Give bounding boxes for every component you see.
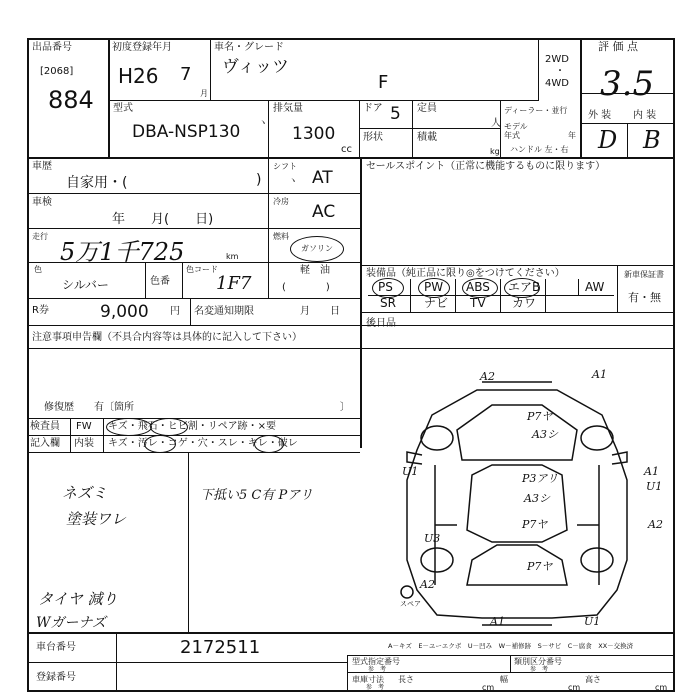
inspector-label: 検査員 (30, 421, 60, 432)
equip-abs-circle (462, 278, 498, 298)
garage-size-label: 車庫寸法 (352, 675, 384, 684)
registration-month-unit: 月 (200, 89, 208, 98)
inspector-note-left-1: ネズミ (62, 484, 108, 502)
mark-rear-a1: A1 (490, 615, 505, 628)
displacement-unit: cc (341, 144, 352, 155)
mark-right-a1: A1 (644, 465, 659, 478)
equip-abs: ABS (466, 280, 490, 294)
mark-roof-p3: P3アリ (522, 472, 558, 485)
spare-label: スペア (400, 600, 421, 608)
capacity-unit: 人 (491, 118, 501, 129)
frame-left (27, 38, 29, 690)
mark-roof-p: P7ヤ (522, 518, 548, 531)
door-label: ドア (363, 103, 383, 114)
equip-airbag: エアB (508, 280, 541, 294)
category-ref: 参 考 (530, 666, 549, 673)
drive-2wd: 2WD (545, 54, 569, 65)
mark-hood-a3: A3シ (532, 428, 558, 441)
mark-left-u3: U3 (424, 532, 441, 545)
new-warranty-label: 新車保証書 (624, 270, 664, 279)
history-value: 自家用・( (66, 175, 128, 191)
mark-left-u1: U1 (402, 465, 419, 478)
model-code-mark: ヽ (258, 118, 268, 129)
equip-navi: ナビ (424, 296, 449, 310)
inspector-stone-circle (150, 418, 188, 436)
first-registration-label: 初度登録年月 (112, 42, 172, 53)
car-damage-diagram (362, 360, 672, 630)
car-grade: F (378, 72, 389, 93)
entry-label: 記入欄 (30, 438, 60, 449)
year-label: 年式 (504, 131, 520, 140)
mark-rear-left-a2: A2 (420, 578, 435, 591)
equipment-label: 装備品（純正品に限り◎をつけてください） (366, 268, 565, 279)
load-label: 積載 (417, 132, 437, 143)
height-label: 高さ (585, 675, 601, 684)
drive-separator: ・ (555, 66, 565, 77)
recycle-label: R券 (32, 305, 49, 316)
body-shape-label: 形状 (363, 132, 383, 143)
sales-point-label: セールスポイント（正常に機能するものに限ります） (366, 161, 606, 172)
entry-wear-circle (254, 435, 284, 453)
recycle-amount: 9,000 (100, 302, 149, 322)
mark-front-a1: A1 (592, 368, 607, 381)
width-label: 幅 (500, 675, 508, 684)
entry-stain-circle (144, 435, 176, 453)
car-name: ヴィッツ (222, 57, 289, 77)
model-cert-label: 型式指定番号 (352, 657, 400, 666)
recycle-unit: 円 (170, 306, 180, 317)
entry-interior: 内装 (74, 438, 94, 449)
inspection-label: 車検 (32, 197, 52, 208)
new-warranty-value: 有・無 (628, 291, 661, 304)
handle-label: ハンドル 左・右 (510, 145, 569, 154)
fuel-diesel: 軽 油 (300, 265, 330, 276)
repair-history-close: 〕 (340, 402, 350, 413)
aftermarket-label: 後日品 (366, 318, 396, 329)
height-unit: cm (655, 683, 668, 692)
model-cert-ref: 参 考 (368, 666, 387, 673)
inspector-note-right: 下抵い5 C有 Pアリ (200, 488, 313, 503)
frame-right (673, 38, 675, 690)
displacement: 1300 (292, 124, 336, 144)
inspection-value: 年 月( 日) (112, 212, 214, 227)
inspector-note-left-4: Wガーナズ (36, 615, 106, 631)
score-value: 3.5 (600, 64, 655, 104)
mileage-value: 5万1千725 (60, 238, 185, 266)
load-unit: kg (490, 147, 500, 156)
lot-number: 884 (48, 86, 94, 114)
inspector-note-left-2: 塗装ワレ (66, 510, 127, 528)
displacement-label: 排気量 (273, 103, 303, 114)
equip-tv: TV (470, 296, 486, 310)
equip-pw-circle (418, 278, 450, 298)
fuel-other: ( ) (282, 282, 330, 293)
length-unit: cm (482, 683, 495, 692)
history-close: ) (256, 172, 262, 188)
drive-4wd: 4WD (545, 78, 569, 89)
car-name-label: 車名・グレード (214, 42, 284, 53)
ac-value: AC (312, 202, 336, 222)
model-code-label: 型式 (113, 103, 133, 114)
category-label: 類別区分番号 (514, 657, 562, 666)
capacity-label: 定員 (417, 103, 437, 114)
mark-roof-a3: A3シ (524, 492, 550, 505)
chassis-number: 2172511 (180, 637, 261, 658)
history-label: 車歴 (32, 161, 52, 172)
fuel-gasoline: ガソリン (301, 244, 333, 253)
mark-right-a2: A2 (648, 518, 663, 531)
name-change-label: 名変通知期限 (194, 306, 254, 317)
color-code: 1F7 (216, 273, 252, 294)
equip-leather: カワ (512, 296, 537, 310)
mileage-unit: km (226, 252, 239, 261)
equip-pw: PW (424, 280, 444, 294)
color-label: 色 (34, 265, 42, 274)
mileage-label: 走行 (32, 232, 48, 241)
entry-items: キズ・汚レ・コゲ・穴・スレ・キレ・破レ (108, 438, 298, 449)
model-code: DBA-NSP130 (132, 122, 241, 142)
lot-sub-number: [2068] (40, 66, 74, 77)
equip-aw: AW (585, 280, 605, 294)
mark-hood-p: P7ヤ (527, 410, 553, 423)
registration-era: H26 (118, 64, 159, 88)
dealer-label: ディーラー・並行 (504, 106, 568, 115)
mark-front-a2: A2 (480, 370, 495, 383)
repair-history: 修復歴 有〔箇所 (44, 402, 134, 413)
chassis-number-label: 車台番号 (36, 642, 76, 653)
mark-rear-u1: U1 (584, 615, 601, 628)
exterior-label: 外 装 (588, 110, 612, 121)
name-change-value: 月 日 (300, 306, 340, 317)
registration-month: 7 (180, 64, 192, 85)
width-unit: cm (568, 683, 581, 692)
interior-grade: B (643, 126, 661, 154)
shift-mark: ヽ (288, 176, 298, 187)
model-year-label: モデル (504, 122, 528, 131)
lot-number-label: 出品番号 (32, 42, 72, 53)
fuel-gasoline-circle (290, 236, 344, 262)
door-count: 5 (390, 104, 401, 124)
damage-legend: A－キズ E－ユーエクボ U－凹み W－補修跡 S－サビ C－腐食 XX－交換済 (388, 642, 634, 650)
mark-rear-p: P7ヤ (527, 560, 553, 573)
equip-airbag-circle (504, 278, 540, 298)
registration-number-label: 登録番号 (36, 672, 76, 683)
length-label: 長さ (398, 675, 414, 684)
color-code-label: 色コード (186, 265, 218, 274)
interior-label: 内 装 (633, 110, 657, 121)
shift-value: AT (312, 168, 333, 188)
color-number-label: 色番 (150, 276, 170, 287)
shift-label: シフト (273, 162, 297, 171)
frame-top (27, 38, 675, 40)
year-unit: 年 (568, 131, 576, 140)
notes-label: 注意事項申告欄（不具合内容等は具体的に記入して下さい） (32, 332, 302, 343)
inspector-scratch-circle (106, 418, 152, 436)
score-label: 評 価 点 (598, 40, 638, 53)
equip-ps-circle (372, 278, 404, 298)
exterior-grade: D (598, 126, 618, 154)
fuel-label: 燃料 (273, 232, 289, 241)
ac-label: 冷房 (273, 197, 289, 206)
mark-right-u1: U1 (646, 480, 663, 493)
color-value: シルバー (62, 278, 109, 292)
inspector-fw: FW (76, 421, 92, 432)
garage-size-ref: 参 考 (366, 684, 385, 691)
inspector-items: キズ・飛石・ヒビ割・リペア跡・×要 (108, 421, 276, 432)
inspector-note-left-3: タイヤ 減り (38, 590, 118, 608)
equip-sr: SR (380, 296, 396, 310)
equip-ps: PS (378, 280, 393, 294)
